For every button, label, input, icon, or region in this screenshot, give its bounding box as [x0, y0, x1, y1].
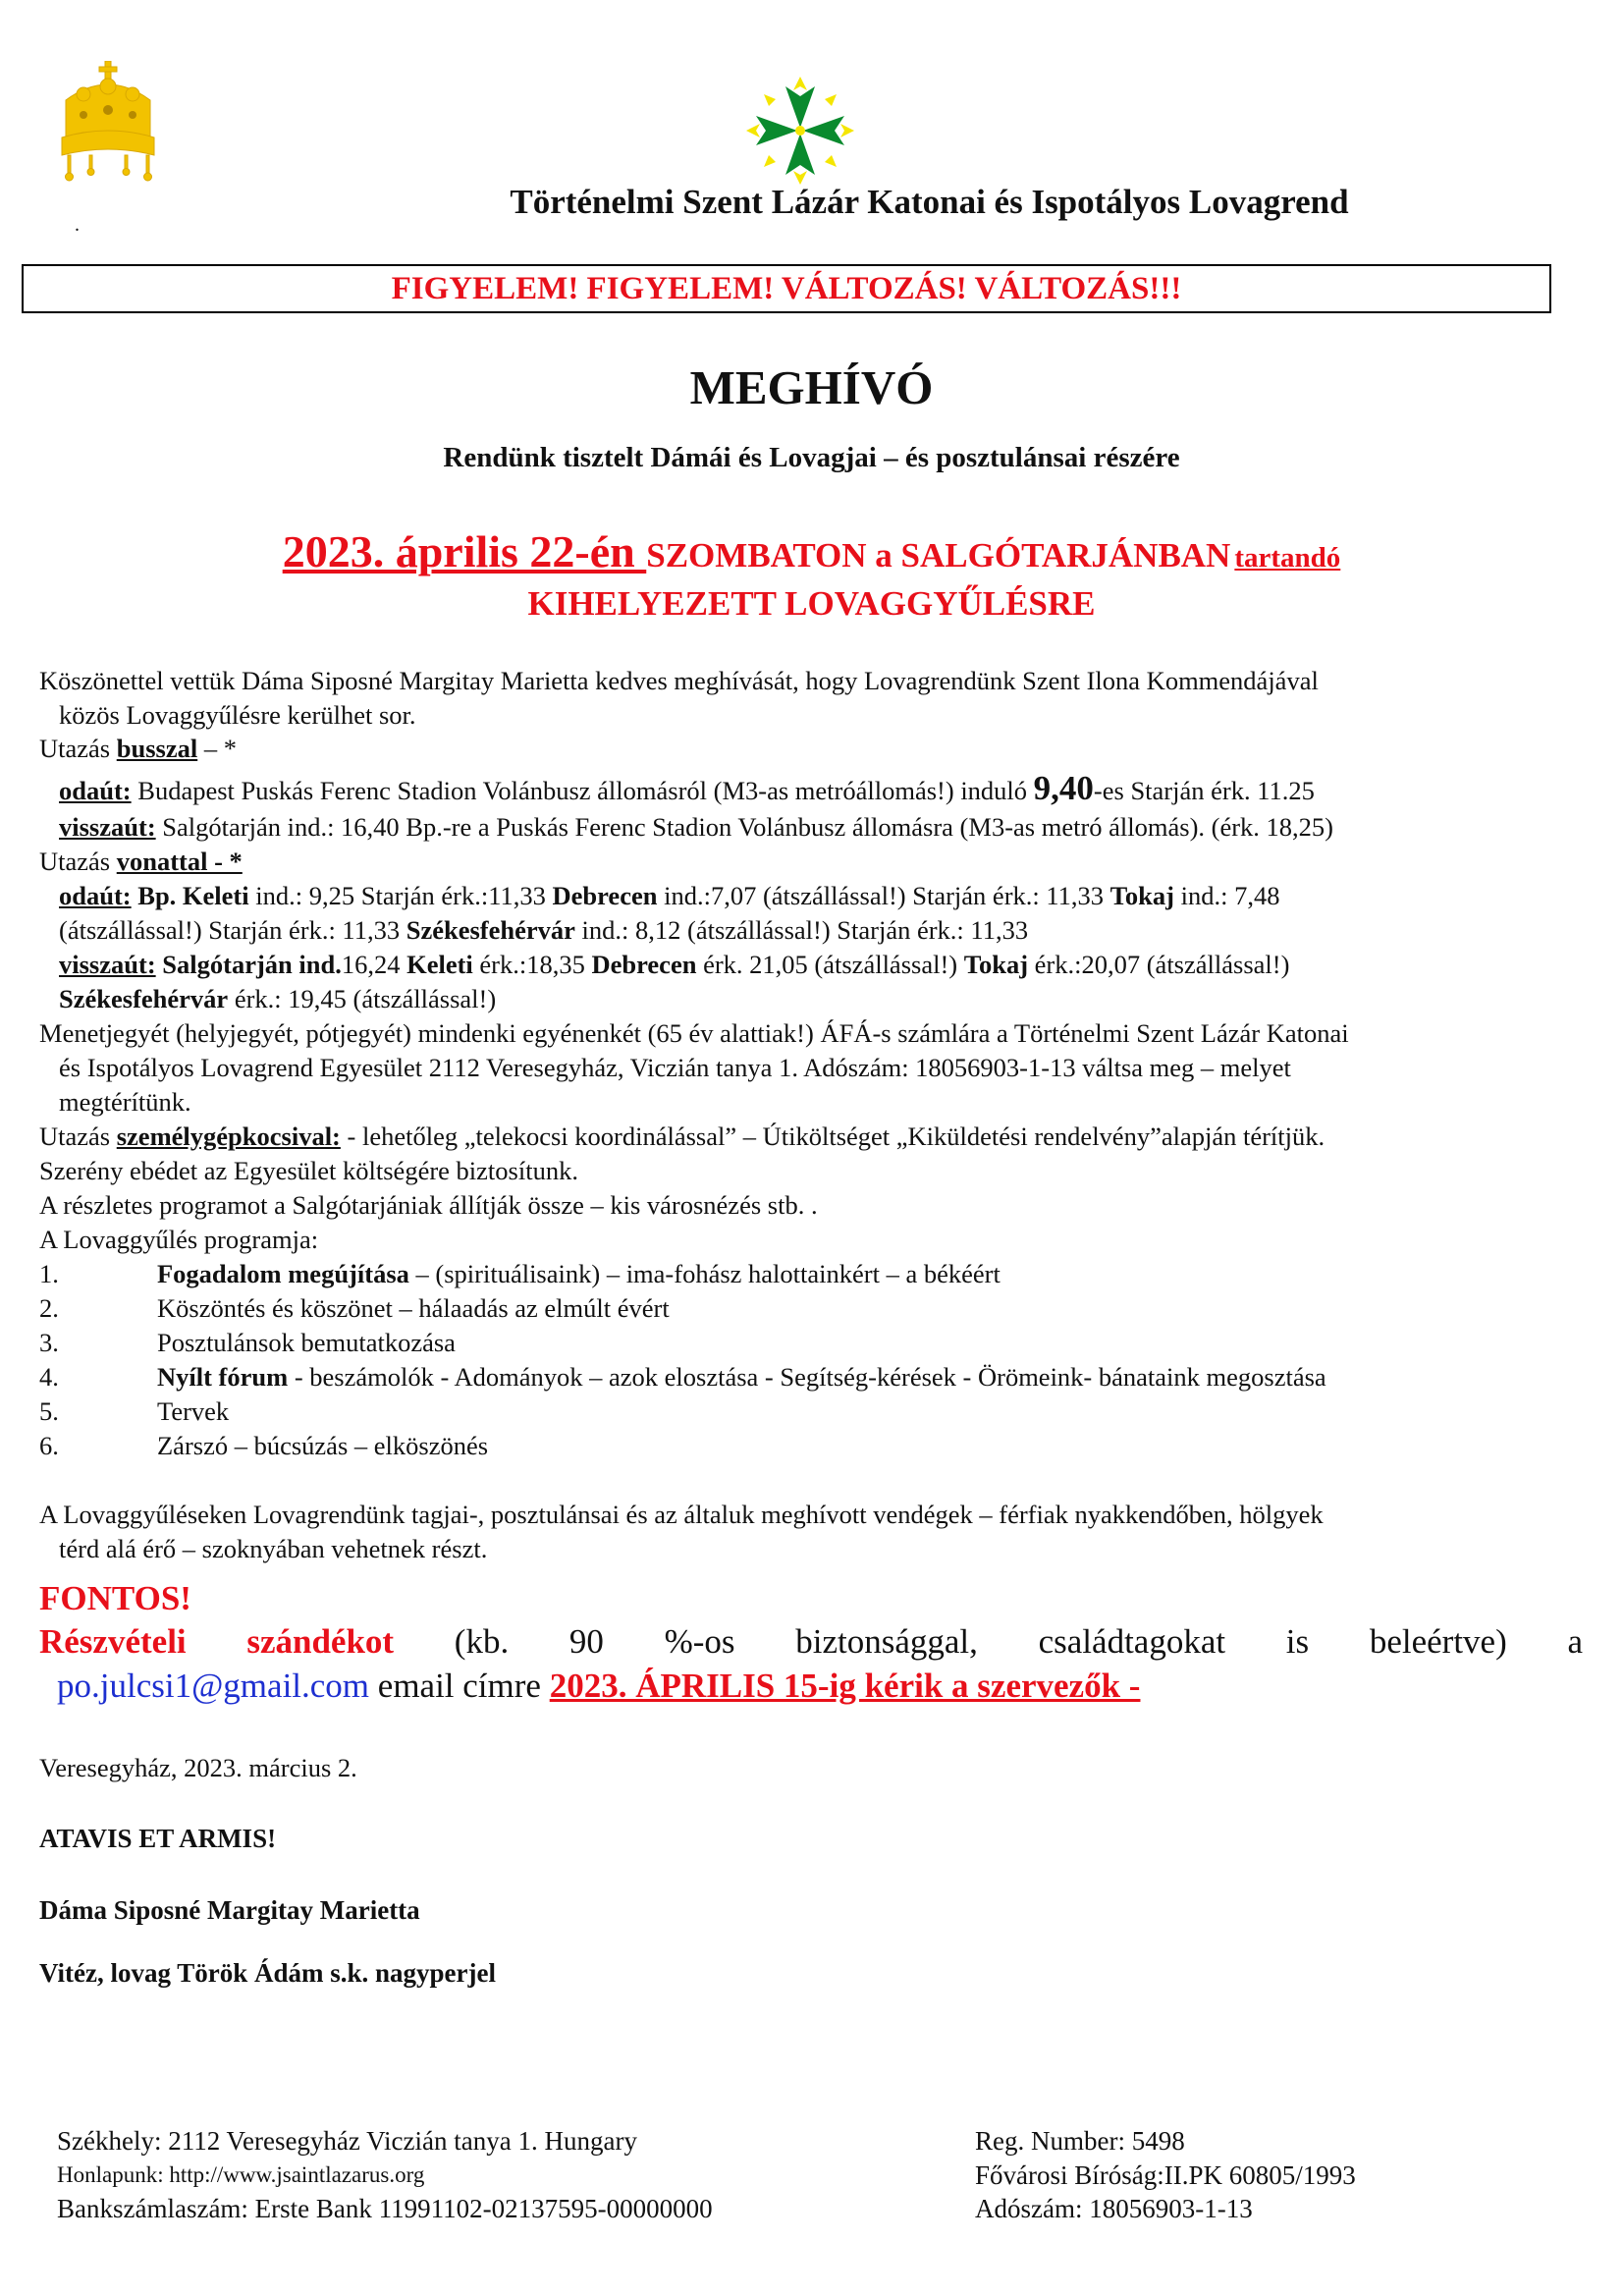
train-vissza-4: érk.:20,07 (átszállással!) [1028, 950, 1290, 979]
program-item-3 [39, 1326, 456, 1359]
train-vissza-1: 16,24 [341, 950, 407, 979]
train-oda-tok: Tokaj [1109, 881, 1174, 910]
event-name: KIHELYEZETT LOVAGGYŰLÉSRE [527, 584, 1096, 623]
place-date: Veresegyház, 2023. március 2. [39, 1753, 357, 1782]
car-word: személygépkocsival: [116, 1121, 341, 1151]
train-prefix: Utazás [39, 847, 117, 876]
train-outbound-1 [39, 879, 1279, 912]
train-oda-2: ind.:7,07 (átszállással!) Starján érk.: 11,33 [657, 881, 1110, 910]
bus-oda-time: 9,40 [1033, 769, 1094, 807]
car-text: - lehetőleg „telekocsi koordinálással” – Útiköltséget „Kiküldetési rendelvény”alapján térítjük. [340, 1121, 1325, 1151]
car-prefix: Utazás [39, 1121, 117, 1151]
bus-outbound [39, 769, 1315, 807]
dress-line-2: térd alá érő – szoknyában vehetnek részt. [59, 1534, 488, 1563]
train-vissza-szek: Székesfehérvár [59, 984, 229, 1013]
program-num: 4. [39, 1362, 59, 1392]
program-bold: Fogadalom megújítása [157, 1259, 409, 1288]
signer-1: Dáma Siposné Margitay Marietta [39, 1895, 420, 1925]
participation-line [39, 1622, 1583, 1662]
train-vissza-2: érk.:18,35 [472, 950, 592, 979]
program-text: Tervek [157, 1396, 230, 1426]
bus-prefix: Utazás [39, 734, 117, 763]
bus-suffix: – * [197, 734, 237, 763]
footer-tax: Adószám: 18056903-1-13 [975, 2194, 1253, 2223]
program-title: A Lovaggyűlés programja: [39, 1225, 319, 1254]
intro-line-2: közös Lovaggyűlésre kerülhet sor. [59, 700, 416, 730]
train-oda-szek: Székesfehérvár [406, 915, 575, 945]
train-vissza-tok: Tokaj [963, 950, 1029, 979]
program-item-1 [39, 1257, 1001, 1290]
invitation-heading: MEGHÍVÓ [689, 360, 934, 414]
holy-crown-icon [54, 61, 162, 187]
bus-word: busszal [116, 734, 198, 763]
organization-title: Történelmi Szent Lázár Katonai és Ispotályos Lovagrend [510, 183, 1349, 221]
lunch-line: Szerény ebédet az Egyesület költségére biztosítunk. [39, 1156, 578, 1185]
train-oda-deb: Debrecen [552, 881, 658, 910]
ticket-line-2: és Ispotályos Lovagrend Egyesület 2112 Veresegyház, Viczián tanya 1. Adószám: 18056903-1-13 váltsa meg – melyet [59, 1053, 1291, 1082]
train-heading [39, 845, 243, 878]
train-oda-1: ind.: 9,25 Starján érk.:11,33 [248, 881, 553, 910]
train-oda-3: ind.: 7,48 [1173, 881, 1280, 910]
program-num: 2. [39, 1293, 59, 1323]
ticket-line-3: megtérítünk. [59, 1087, 191, 1117]
train-oda-label: odaút: [59, 881, 132, 910]
train-outbound-2 [39, 913, 1028, 947]
program-bold: Nyílt fórum [157, 1362, 289, 1392]
bus-oda-label: odaút: [59, 776, 132, 805]
bus-oda-text: Budapest Puskás Ferenc Stadion Volánbusz állomásról (M3-as metróállomás!) induló [131, 776, 1034, 805]
intro-line-1: Köszönettel vettük Dáma Siposné Margitay Marietta kedves meghívását, hogy Lovagrendünk Szent Ilona Kommendájával [39, 666, 1319, 695]
footer-court: Fővárosi Bíróság:II.PK 60805/1993 [975, 2160, 1356, 2190]
bus-vissza-label: visszaút: [59, 812, 156, 842]
program-note: A részletes programot a Salgótarjániak állítják össze – kis városnézés stb. . [39, 1190, 818, 1220]
dress-line-1: A Lovaggyűléseken Lovagrendünk tagjai-, posztulánsai és az általuk meghívott vendégek – férfiak nyakkendőben, hölgyek [39, 1500, 1324, 1529]
email-text: email címre [369, 1667, 550, 1705]
bus-heading [39, 732, 237, 765]
program-num: 1. [39, 1259, 59, 1288]
program-text: Köszöntés és köszönet – hálaadás az elmúlt évért [157, 1293, 670, 1323]
event-tartando: tartandó [1234, 542, 1341, 574]
train-oda-bp: Bp. Keleti [131, 881, 249, 910]
program-item-5 [39, 1394, 229, 1428]
participation-bold: Részvételi szándékot [39, 1622, 395, 1661]
car-line [39, 1120, 1325, 1153]
program-item-2 [39, 1291, 670, 1325]
bus-return [39, 810, 1333, 844]
program-num: 5. [39, 1396, 59, 1426]
train-vissza-kel: Keleti [406, 950, 473, 979]
footer-reg: Reg. Number: 5498 [975, 2126, 1185, 2156]
train-vissza-3: érk. 21,05 (átszállással!) [696, 950, 964, 979]
participation-text: (kb. 90 %-os biztonsággal, családtagokat is beleértve) a [394, 1622, 1583, 1661]
dot-mark: . [75, 214, 80, 236]
program-num: 3. [39, 1328, 59, 1357]
train-vissza-deb: Debrecen [591, 950, 697, 979]
footer-address: Székhely: 2112 Veresegyház Viczián tanya 1. Hungary [57, 2126, 637, 2156]
train-word: vonattal - * [116, 847, 243, 876]
invitation-subtitle: Rendünk tisztelt Dámái és Lovagjai – és posztulánsai részére [443, 442, 1180, 473]
train-vissza-5: érk.: 19,45 (átszállással!) [228, 984, 497, 1013]
program-item-4 [39, 1360, 1326, 1394]
event-date-line [0, 525, 1623, 577]
program-text: Zárszó – búcsúzás – elköszönés [157, 1431, 489, 1460]
train-return-1 [39, 948, 1289, 981]
lazarus-cross-icon [746, 77, 854, 185]
program-text: - beszámolók - Adományok – azok elosztása - Segítség-kérések - Örömeink- bánataink megosztása [288, 1362, 1326, 1392]
bus-vissza-text: Salgótarján ind.: 16,40 Bp.-re a Puskás Ferenc Stadion Volánbusz állomásra (M3-as metró állomás). (érk. 18,25) [155, 812, 1334, 842]
program-num: 6. [39, 1431, 59, 1460]
deadline-text: 2023. ÁPRILIS 15-ig kérik a szervezők - [549, 1667, 1141, 1705]
bus-oda-tail: -es Starján érk. 11.25 [1093, 776, 1315, 805]
train-vissza-salg: Salgótarján ind. [155, 950, 342, 979]
ticket-line-1: Menetjegyét (helyjegyét, pótjegyét) mindenki egyénenkét (65 év alattiak!) ÁFÁ-s számlára a Történelmi Szent Lázár Katonai [39, 1018, 1349, 1048]
train-oda-5: ind.: 8,12 (átszállással!) Starján érk.: 11,33 [574, 915, 1029, 945]
motto: ATAVIS ET ARMIS! [39, 1824, 277, 1853]
event-day-place: SZOMBATON a SALGÓTARJÁNBAN [646, 536, 1231, 574]
footer-website[interactable]: Honlapunk: http://www.jsaintlazarus.org [57, 2162, 425, 2187]
train-oda-4: (átszállással!) Starján érk.: 11,33 [59, 915, 406, 945]
train-vissza-label: visszaút: [59, 950, 156, 979]
program-text: Posztulánsok bemutatkozása [157, 1328, 456, 1357]
important-label: FONTOS! [39, 1579, 191, 1617]
contact-email-link[interactable]: po.julcsi1@gmail.com [57, 1667, 370, 1705]
change-alert-box: FIGYELEM! FIGYELEM! VÁLTOZÁS! VÁLTOZÁS!!! [22, 264, 1551, 313]
train-return-2 [39, 982, 496, 1015]
signer-2: Vitéz, lovag Török Ádám s.k. nagyperjel [39, 1958, 496, 1988]
email-line [57, 1667, 1140, 1706]
event-date: 2023. április 22-én [282, 526, 647, 576]
program-item-6 [39, 1429, 488, 1462]
footer-bank: Bankszámlaszám: Erste Bank 11991102-02137595-00000000 [57, 2194, 713, 2223]
program-text: – (spirituálisaink) – ima-fohász halottainkért – a békéért [408, 1259, 1001, 1288]
